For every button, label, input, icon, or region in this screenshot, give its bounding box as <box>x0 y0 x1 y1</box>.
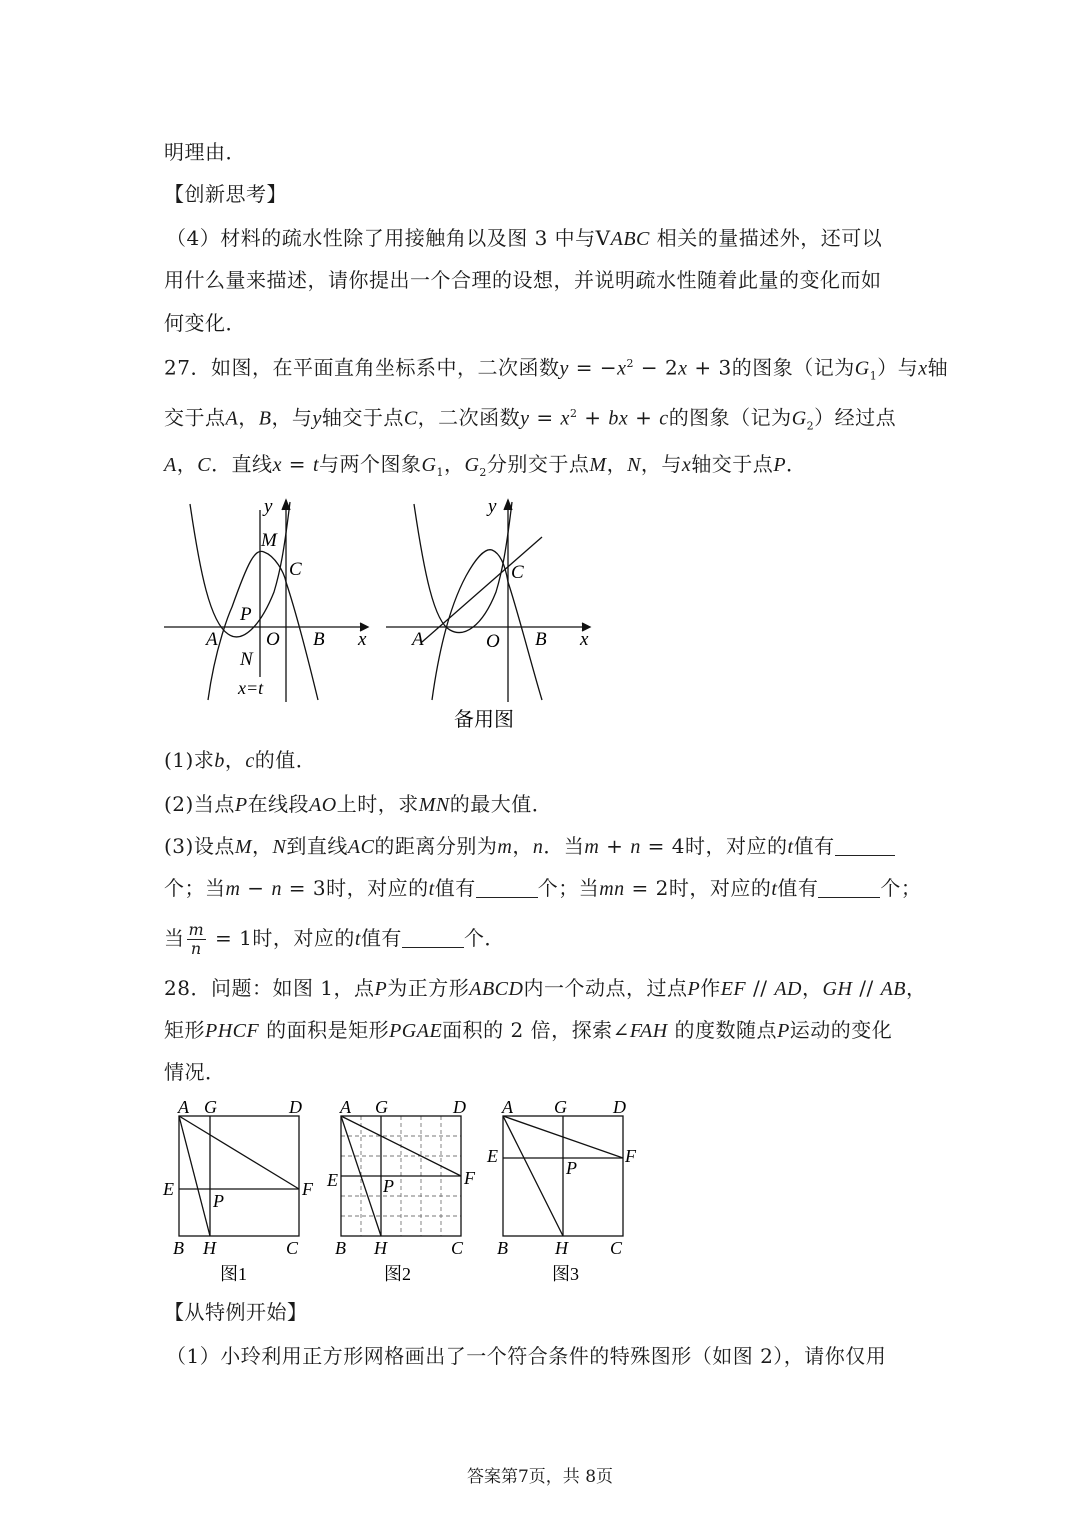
q27-sub-2: (2)当点P在线段AO上时，求MN的最大值． <box>164 792 553 816</box>
page-footer: 答案第7页，共 8页 <box>466 1467 614 1487</box>
q27-sub-3: (3)设点M，N到直线AC的距离分别为m，n．当m + n = 4时，对应的t值有 <box>164 832 895 861</box>
label-A: A <box>340 1097 351 1117</box>
figure-caption: 图1 <box>220 1264 247 1284</box>
label-O: O <box>486 631 500 652</box>
q28-figure-1 <box>160 1094 325 1286</box>
label-F: F <box>302 1179 313 1199</box>
label-D: D <box>453 1097 466 1117</box>
q28-line-3: 情况． <box>164 1060 226 1084</box>
text-line: （4）材料的疏水性除了用接触角以及图 3 中与VABC 相关的量描述外，还可以 <box>166 226 883 250</box>
label-B: B <box>173 1238 184 1258</box>
label-H: H <box>374 1238 387 1258</box>
label-A: A <box>412 629 424 650</box>
square-abcd <box>179 1116 299 1236</box>
label-H: H <box>555 1238 568 1258</box>
label-x: x <box>580 629 589 650</box>
label-y: y <box>264 496 273 517</box>
label-y: y <box>488 496 497 517</box>
section-heading: 【创新思考】 <box>164 182 287 206</box>
figure-caption: 图3 <box>552 1264 579 1284</box>
label-B: B <box>535 629 547 650</box>
q28-line-2: 矩形PHCF 的面积是矩形PGAE面积的 2 倍，探索∠FAH 的度数随点P运动的变化 <box>164 1018 893 1042</box>
label-H: H <box>203 1238 216 1258</box>
label-x-eq-t: x=t <box>238 678 264 698</box>
label-A: A <box>178 1097 189 1117</box>
label-G: G <box>554 1097 567 1117</box>
section-heading: 【从特例开始】 <box>164 1300 308 1324</box>
segment-af <box>179 1116 299 1189</box>
text-line: 明理由． <box>164 140 246 164</box>
figure-caption: 备用图 <box>454 707 514 731</box>
label-A: A <box>206 629 218 650</box>
figure-caption: 图2 <box>384 1264 411 1284</box>
label-x: x <box>358 629 367 650</box>
q28-figure-3 <box>484 1094 649 1286</box>
parabola-g2 <box>414 502 512 632</box>
label-D: D <box>289 1097 302 1117</box>
text-line: 何变化． <box>164 311 246 335</box>
answer-blank[interactable] <box>476 877 538 898</box>
q27-line-2: 交于点A，B，与y轴交于点C，二次函数$y = x^2$ + bx + c的图象（记为$G_2$）经过点 <box>164 405 897 433</box>
label-C: C <box>451 1238 464 1258</box>
label-C: C <box>286 1238 299 1258</box>
label-P: P <box>213 1191 224 1211</box>
label-A: A <box>502 1097 513 1117</box>
label-F: F <box>464 1168 475 1188</box>
label-B: B <box>313 629 325 650</box>
label-C: C <box>289 559 302 580</box>
label-G: G <box>204 1097 217 1117</box>
text-line: 用什么量来描述，请你提出一个合理的设想，并说明疏水性随着此量的变化而如 <box>164 268 882 292</box>
answer-blank[interactable] <box>835 835 895 856</box>
label-M: M <box>261 530 277 551</box>
label-C: C <box>610 1238 623 1258</box>
q27-sub-3-cont-2: 当 $\frac{m}{n}$ = 1时，对应的t值有 个． <box>164 920 505 958</box>
q27-figure-2 <box>382 492 597 737</box>
answer-blank[interactable] <box>402 927 464 948</box>
label-E: E <box>327 1170 338 1190</box>
label-F: F <box>625 1146 636 1166</box>
label-P: P <box>383 1176 394 1196</box>
q27-line-3: A，C．直线x = t与两个图象$G_1$，$G_2$分别交于点M，N，与x轴交于点P． <box>164 452 807 479</box>
q28-line-5: （1）小玲利用正方形网格画出了一个符合条件的特殊图形（如图 2），请你仅用 <box>166 1344 887 1368</box>
q27-line-1: 27．如图，在平面直角坐标系中，二次函数$y = -x^2 - 2x + 3$的图象（记为$G_1$）与x轴 <box>164 355 949 383</box>
answer-blank[interactable] <box>818 877 880 898</box>
label-C: C <box>511 562 524 583</box>
fraction-m-over-n: $\frac{m}{n}$ <box>188 920 205 958</box>
q27-sub-1: (1)求b，c的值． <box>164 748 317 772</box>
label-B: B <box>335 1238 346 1258</box>
label-D: D <box>613 1097 626 1117</box>
q27-figure-1 <box>160 492 375 712</box>
label-N: N <box>240 649 253 670</box>
q27-sub-3-cont: 个；当m − n = 3时，对应的t值有 个；当mn = 2时，对应的t值有 个； <box>164 876 922 900</box>
label-E: E <box>487 1146 498 1166</box>
label-P: P <box>240 604 252 625</box>
segment-ah <box>179 1116 210 1236</box>
q28-line-1: 28．问题：如图 1，点P为正方形ABCD内一个动点，过点P作EF // AD，GH // AB， <box>164 976 927 1000</box>
label-E: E <box>163 1179 174 1199</box>
label-B: B <box>497 1238 508 1258</box>
parabola-g1 <box>432 550 542 700</box>
label-P: P <box>566 1158 577 1178</box>
label-G: G <box>375 1097 388 1117</box>
q28-figure-2 <box>322 1094 487 1286</box>
label-O: O <box>266 629 280 650</box>
